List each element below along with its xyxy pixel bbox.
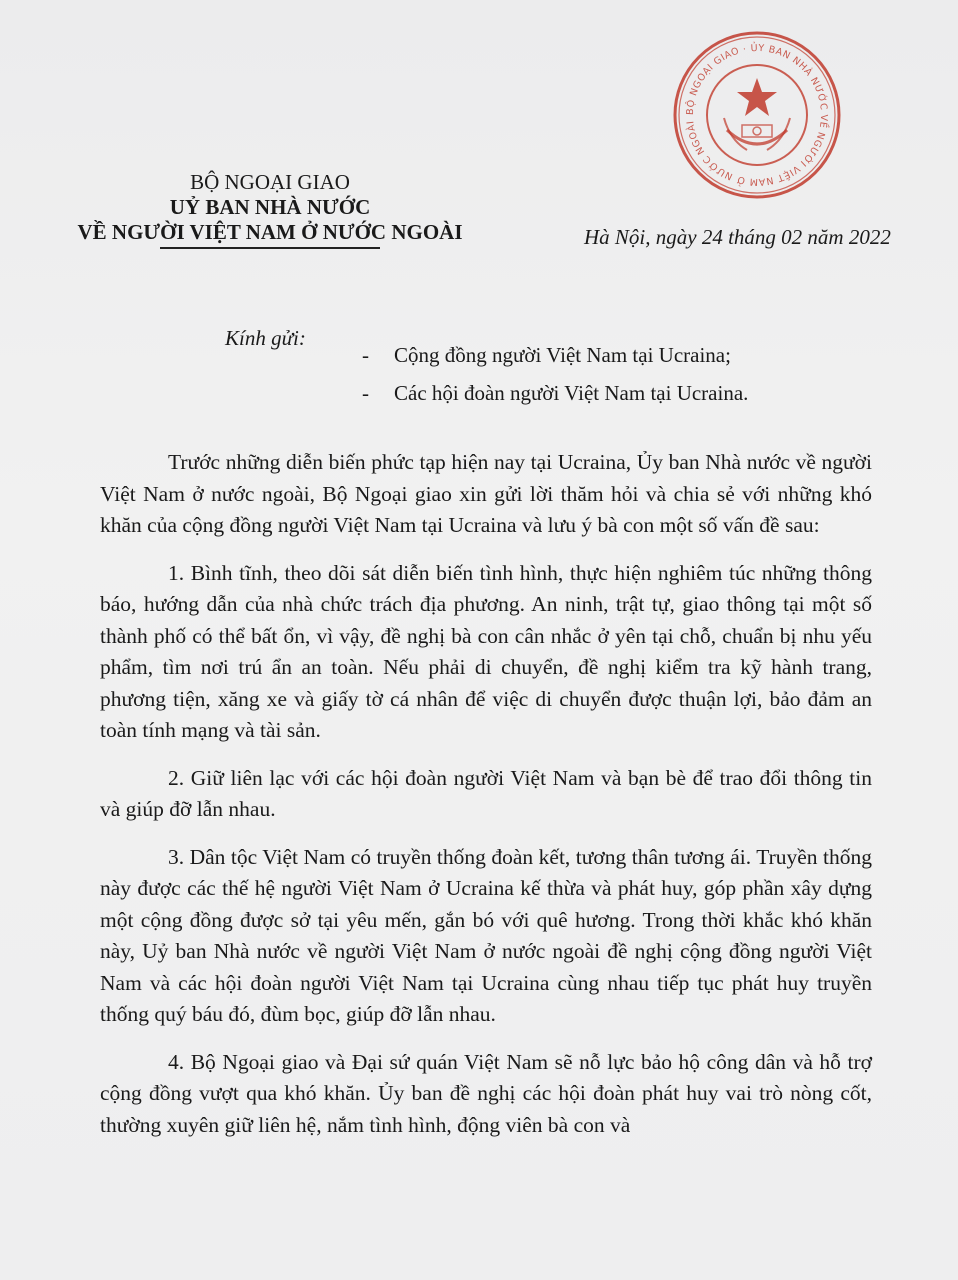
official-seal-stamp — [672, 30, 842, 200]
recipient-item — [362, 374, 748, 412]
recipient-text: Cộng đồng người Việt Nam tại Ucraina; — [394, 343, 731, 367]
recipient-text: Các hội đoàn người Việt Nam tại Ucraina. — [394, 381, 749, 405]
numbered-paragraph-2: 2. Giữ liên lạc với các hội đoàn người Việt Nam và bạn bè để trao đổi thông tin và giúp đỡ lẫn nhau. — [100, 765, 872, 821]
numbered-paragraph-3: 3. Dân tộc Việt Nam có truyền thống đoàn kết, tương thân tương ái. Truyền thống này được các thế hệ người Việt Nam ở Ucraina kế thừa và phát huy, góp phần xây dựng một cộng đồng được sở tại yêu mến, gắn bó với quê hương. Trong thời khắc khó khăn này, Uỷ ban Nhà nước về người Việt Nam ở nước ngoài đề nghị cộng đồng người Việt Nam và các hội đoàn người Việt Nam tại Ucraina cùng nhau tiếp tục phát huy truyền thống quý báu đó, đùm bọc, giúp đỡ lẫn nhau. — [100, 844, 872, 1026]
committee-name-line2: VỀ NGƯỜI VIỆT NAM Ở NƯỚC NGOÀI — [77, 220, 463, 244]
svg-text:BỘ NGOẠI GIAO · ỦY BAN NHÀ NƯỚ: BỘ NGOẠI GIAO · ỦY BAN NHÀ NƯỚC VỀ NGƯỜI VIỆT NAM Ở NƯỚC NGOÀI — [684, 42, 830, 188]
numbered-paragraph-4: 4. Bộ Ngoại giao và Đại sứ quán Việt Nam sẽ nỗ lực bảo hộ công dân và hỗ trợ cộng đồng vượt qua khó khăn. Ủy ban đề nghị các hội đoàn phát huy vai trò nòng cốt, thường xuyên giữ liên hệ, nắm tình hình, động viên bà con và — [100, 1049, 872, 1137]
recipient-dash: - — [362, 381, 369, 405]
document-date: Hà Nội, ngày 24 tháng 02 năm 2022 — [584, 225, 891, 249]
numbered-paragraph-1: 1. Bình tĩnh, theo dõi sát diễn biến tình hình, thực hiện nghiêm túc những thông báo, hướng dẫn của nhà chức trách địa phương. An ninh, trật tự, giao thông tại một số thành phố có thể bất ổn, vì vậy, đề nghị bà con cân nhắc ở yên tại chỗ, chuẩn bị nhu yếu phẩm, tìm nơi trú ẩn an toàn. Nếu phải di chuyển, đề nghị kiểm tra kỹ hành trang, phương tiện, xăng xe và giấy tờ cá nhân để việc di chuyển được thuận lợi, bảo đảm an toàn tính mạng và tài sản. — [100, 560, 872, 742]
recipient-list — [362, 336, 748, 412]
intro-paragraph: Trước những diễn biến phức tạp hiện nay tại Ucraina, Ủy ban Nhà nước về người Việt Nam ở nước ngoài, Bộ Ngoại giao xin gửi lời thăm hỏi và chia sẻ với những khó khăn của cộng đồng người Việt Nam tại Ucraina và lưu ý bà con một số vấn đề sau: — [100, 450, 872, 537]
seal-icon — [672, 30, 842, 200]
recipient-item — [362, 336, 748, 374]
issuing-authority — [40, 170, 500, 249]
committee-name-line1: UỶ BAN NHÀ NƯỚC — [169, 195, 371, 219]
header-underline — [160, 247, 380, 249]
recipient-dash: - — [362, 343, 369, 367]
letter-body — [100, 447, 872, 1157]
recipient-label: Kính gửi: — [225, 326, 306, 350]
ministry-name: BỘ NGOẠI GIAO — [190, 170, 350, 194]
